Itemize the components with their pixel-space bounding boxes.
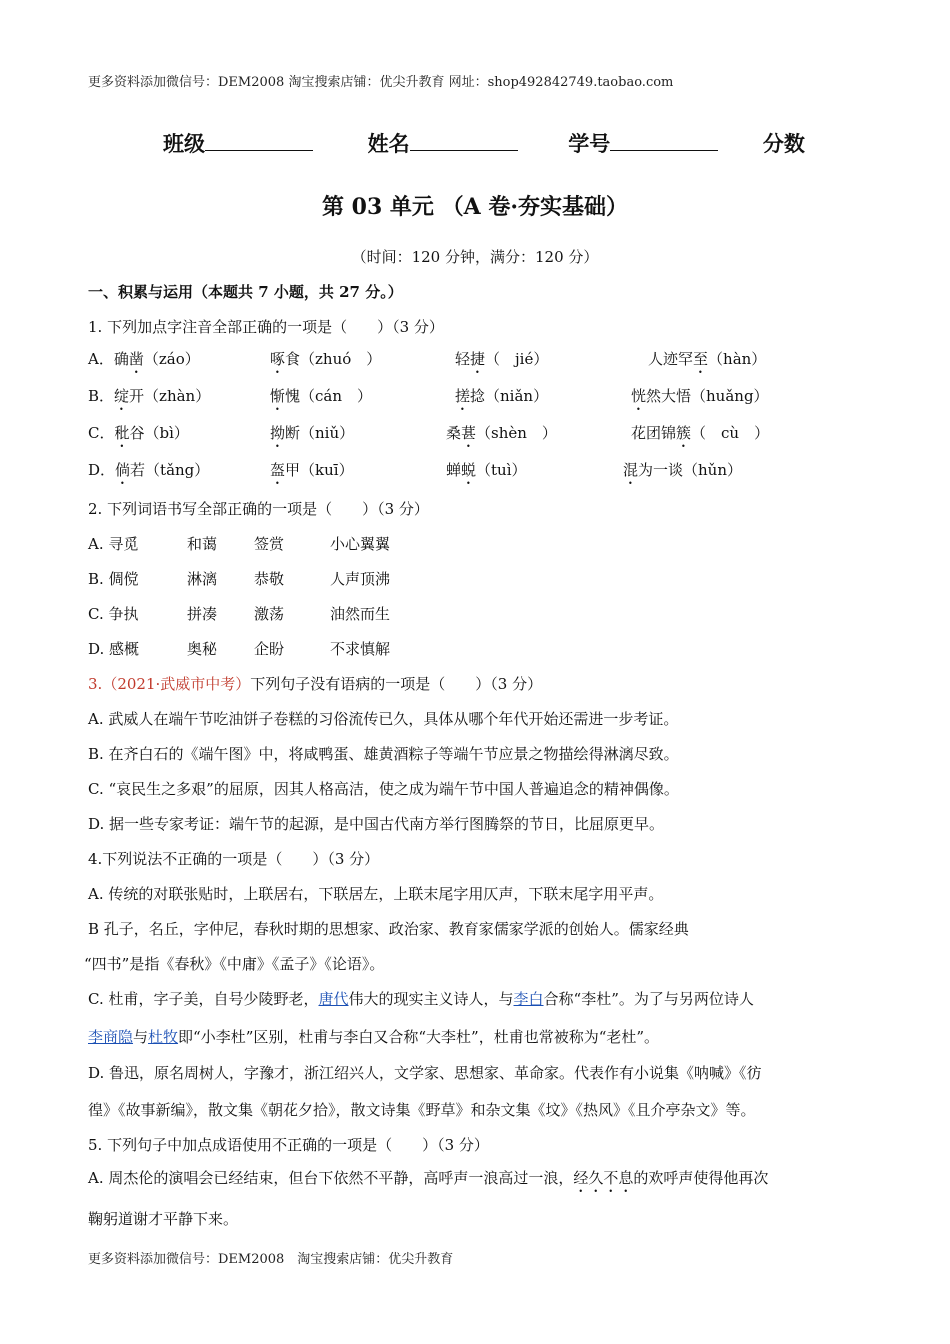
q1-option-b1: B．绽开（zhàn） bbox=[88, 387, 211, 405]
q2-option-d-word4: 不求慎解 bbox=[330, 640, 391, 658]
name-blank bbox=[410, 132, 518, 151]
q1-option-b4: 恍然大悟（huǎng） bbox=[631, 387, 769, 405]
q3-number: 3. bbox=[88, 675, 103, 693]
q3-option-a: A. 武威人在端午节吃油饼子卷糕的习俗流传已久，具体从哪个年代开始还需进一步考证。 bbox=[88, 710, 679, 728]
q2-option-c-word2: 拼凑 bbox=[187, 605, 218, 623]
q2-option-b-word1: B. 倜傥 bbox=[88, 570, 139, 588]
q5-option-a-line2: 鞠躬道谢才平静下来。 bbox=[88, 1210, 239, 1228]
q3-stem: 3.（2021·武威市中考）下列句子没有语病的一项是（ ）（3 分） bbox=[88, 675, 543, 693]
link-li-shangyin[interactable]: 李商隐 bbox=[88, 1028, 134, 1046]
link-du-mu[interactable]: 杜牧 bbox=[148, 1028, 179, 1046]
q2-option-a-word4: 小心翼翼 bbox=[330, 535, 391, 553]
q2-option-d-word1: D. 感概 bbox=[88, 640, 140, 658]
q1-option-a4: 人迹罕至（hàn） bbox=[648, 350, 767, 368]
q1-option-b2: 惭愧（cán ） bbox=[270, 387, 373, 405]
score-label: 分数 bbox=[762, 131, 805, 156]
q5-option-a-line1: A. 周杰伦的演唱会已经结束，但台下依然不平静，高呼声一浪高过一浪，经久不息的欢呼声使得他再次 bbox=[88, 1169, 769, 1187]
q1-option-c1: C．秕谷（bì） bbox=[88, 424, 189, 442]
student-id-label: 学号 bbox=[568, 131, 611, 156]
q2-stem: 2. 下列词语书写全部正确的一项是（ ）（3 分） bbox=[88, 500, 429, 518]
q3-option-c: C. “哀民生之多艰”的屈原，因其人格高洁，使之成为端午节中国人普遍追念的精神偶像。 bbox=[88, 780, 679, 798]
info-line bbox=[163, 128, 805, 158]
footer-note: 更多资料添加微信号：DEM2008 淘宝搜索店铺：优尖升教育 bbox=[88, 1252, 454, 1267]
q4-option-a: A. 传统的对联张贴时，上联居右，下联居左，上联末尾字用仄声，下联末尾字用平声。 bbox=[88, 885, 664, 903]
q2-option-d-word3: 企盼 bbox=[254, 640, 285, 658]
q4-option-b-line2: “四书”是指《春秋》《中庸》《孟子》《论语》。 bbox=[84, 955, 385, 973]
q3-option-b: B. 在齐白石的《端午图》中，将咸鸭蛋、雄黄酒粽子等端午节应景之物描绘得淋漓尽致。 bbox=[88, 745, 679, 763]
q2-option-b-word3: 恭敬 bbox=[254, 570, 285, 588]
page-title: 第 03 单元 （A 卷·夯实基础） bbox=[322, 194, 628, 220]
q1-option-c3: 桑葚（shèn ） bbox=[446, 424, 557, 442]
q2-option-d-word2: 奥秘 bbox=[187, 640, 218, 658]
section-heading: 一、积累与运用（本题共 7 小题，共 27 分。） bbox=[88, 283, 403, 301]
q4-option-c-line1: C. 杜甫，字子美，自号少陵野老，唐代伟大的现实主义诗人，与李白合称“李杜”。为了与另两位诗人 bbox=[88, 990, 754, 1008]
q4-stem: 4.下列说法不正确的一项是（ ）（3 分） bbox=[88, 850, 380, 868]
q4-option-d-line2: 徨》《故事新编》，散文集《朝花夕拾》，散文诗集《野草》和杂文集《坟》《热风》《且介亭杂文》等。 bbox=[88, 1101, 756, 1119]
link-li-bai[interactable]: 李白 bbox=[513, 990, 544, 1008]
q1-option-c4: 花团锦簇（ cù ） bbox=[631, 424, 770, 442]
q2-option-a-word3: 签赏 bbox=[254, 535, 285, 553]
q1-option-d1: D．倘若（tǎng） bbox=[88, 461, 210, 479]
q2-option-a-word1: A. 寻觅 bbox=[88, 535, 139, 553]
header-note: 更多资料添加微信号：DEM2008 淘宝搜索店铺：优尖升教育 网址：shop492842749.taobao.com bbox=[88, 75, 674, 90]
q1-stem: 1. 下列加点字注音全部正确的一项是（ ）（3 分） bbox=[88, 318, 444, 336]
q1-option-d3: 蝉蜕（tuì） bbox=[446, 461, 527, 479]
link-tang-dynasty[interactable]: 唐代 bbox=[318, 990, 349, 1008]
q1-option-a1: A．确凿（záo） bbox=[88, 350, 200, 368]
q4-option-d-line1: D. 鲁迅，原名周树人，字豫才，浙江绍兴人，文学家、思想家、革命家。代表作有小说集《呐喊》《彷 bbox=[88, 1064, 762, 1082]
q2-option-b-word2: 淋漓 bbox=[187, 570, 218, 588]
q3-source-tag: （2021·武威市中考） bbox=[102, 675, 251, 693]
q1-option-a2: 啄食（zhuó ） bbox=[270, 350, 382, 368]
q2-option-c-word4: 油然而生 bbox=[330, 605, 391, 623]
q1-option-b3: 搓捻（niǎn） bbox=[455, 387, 549, 405]
q5-stem: 5. 下列句子中加点成语使用不正确的一项是（ ）（3 分） bbox=[88, 1136, 489, 1154]
q4-option-c-line2: 李商隐与杜牧即“小李杜”区别，杜甫与李白又合称“大李杜”，杜甫也常被称为“老杜”。 bbox=[88, 1028, 660, 1046]
exam-subtitle: （时间：120 分钟，满分：120 分） bbox=[351, 248, 599, 266]
q1-option-c2: 拗断（niǔ） bbox=[270, 424, 355, 442]
q1-option-a3: 轻捷（ jié） bbox=[455, 350, 549, 368]
q2-option-c-word3: 激荡 bbox=[254, 605, 285, 623]
class-label: 班级 bbox=[163, 131, 205, 156]
name-label: 姓名 bbox=[367, 131, 410, 156]
q4-option-b-line1: B 孔子，名丘，字仲尼，春秋时期的思想家、政治家、教育家儒家学派的创始人。儒家经典 bbox=[88, 920, 689, 938]
q1-option-d2: 盔甲（kuī） bbox=[270, 461, 354, 479]
q2-option-c-word1: C. 争执 bbox=[88, 605, 139, 623]
class-blank bbox=[205, 132, 313, 151]
q3-option-d: D. 据一些专家考证：端午节的起源，是中国古代南方举行图腾祭的节日，比屈原更早。 bbox=[88, 815, 665, 833]
q2-option-a-word2: 和蔼 bbox=[187, 535, 218, 553]
q2-option-b-word4: 人声顶沸 bbox=[330, 570, 391, 588]
q1-option-d4: 混为一谈（hǔn） bbox=[623, 461, 742, 479]
q5-dotted-idiom: 经久不息 bbox=[573, 1169, 634, 1187]
student-id-blank bbox=[610, 132, 718, 151]
